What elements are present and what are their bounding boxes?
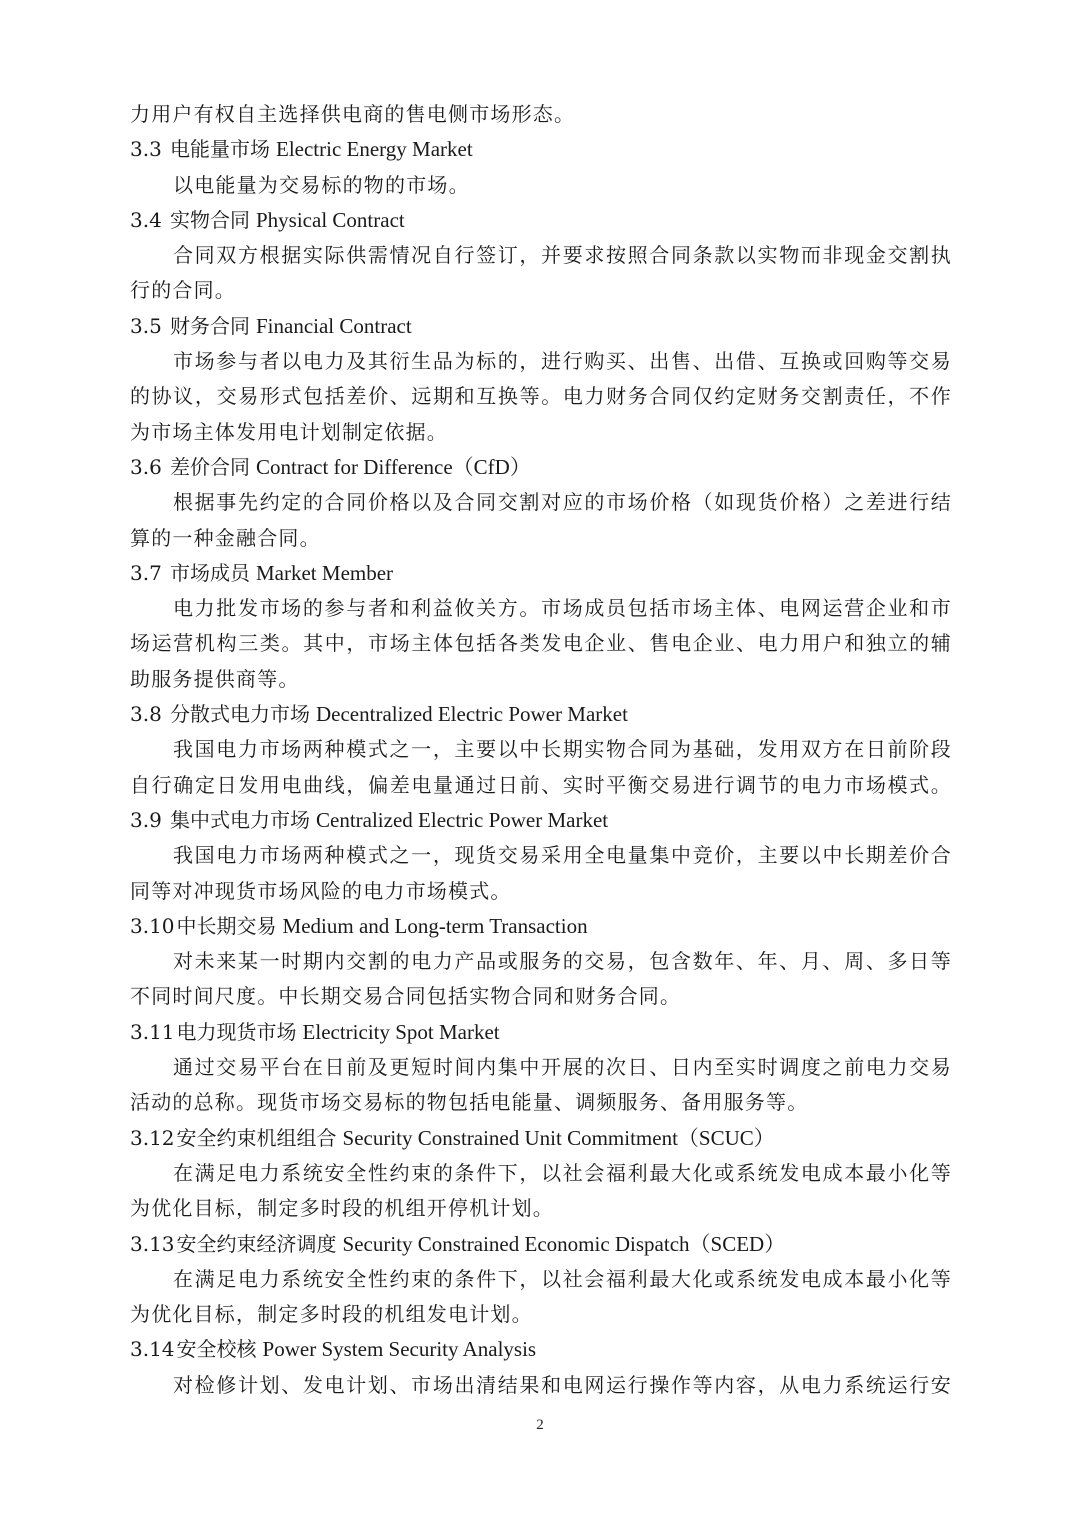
paragraph-line: 算的一种金融合同。 bbox=[130, 525, 321, 550]
section-heading bbox=[130, 203, 952, 238]
paragraph-line: 通过交易平台在日前及更短时间内集中开展的次日、日内至实时调度之前电力交易 bbox=[173, 1055, 952, 1080]
term-english: Electric Energy Market bbox=[276, 137, 473, 162]
paragraph-line: 以电能量为交易标的物的市场。 bbox=[173, 172, 470, 197]
paragraph-line: 市场参与者以电力及其衍生品为标的，进行购买、出售、出借、互换或回购等交易 bbox=[173, 349, 952, 374]
paragraph-line: 助服务提供商等。 bbox=[130, 666, 300, 691]
term-english: Market Member bbox=[256, 560, 394, 585]
section-number: 3.13 bbox=[130, 1231, 175, 1256]
section-number: 3.10 bbox=[130, 913, 175, 938]
term-english: Security Constrained Economic Dispatch（SCED） bbox=[342, 1231, 786, 1256]
section-heading bbox=[130, 450, 952, 485]
term-chinese: 中长期交易 bbox=[176, 913, 277, 938]
document-body bbox=[130, 97, 952, 1403]
paragraph-line: 力用户有权自主选择供电商的售电侧市场形态。 bbox=[130, 102, 576, 126]
term-chinese: 实物合同 bbox=[170, 207, 250, 232]
section-heading bbox=[130, 1015, 952, 1050]
paragraph-line: 电力批发市场的参与者和利益攸关方。市场成员包括市场主体、电网运营企业和市 bbox=[173, 596, 952, 621]
section-number: 3.8 bbox=[130, 702, 162, 727]
paragraph-line: 在满足电力系统安全性约束的条件下，以社会福利最大化或系统发电成本最小化等 bbox=[173, 1266, 952, 1291]
paragraph-line: 场运营机构三类。其中，市场主体包括各类发电企业、售电企业、电力用户和独立的辅 bbox=[130, 631, 952, 656]
section-heading bbox=[130, 132, 952, 167]
term-english: Contract for Difference（CfD） bbox=[256, 454, 531, 479]
term-english: Medium and Long-term Transaction bbox=[282, 913, 588, 938]
section-number: 3.9 bbox=[130, 807, 162, 832]
term-chinese: 集中式电力市场 bbox=[170, 807, 310, 832]
term-chinese: 安全校核 bbox=[176, 1337, 257, 1362]
paragraph-line: 同等对冲现货市场风险的电力市场模式。 bbox=[130, 878, 512, 903]
paragraph-line: 为市场主体发用电计划制定依据。 bbox=[130, 419, 448, 444]
term-english: Financial Contract bbox=[256, 313, 412, 338]
section-heading bbox=[130, 803, 952, 838]
paragraph-line: 对未来某一时期内交割的电力产品或服务的交易，包含数年、年、月、周、多日等 bbox=[173, 949, 952, 974]
term-chinese: 分散式电力市场 bbox=[170, 702, 310, 727]
section-number: 3.4 bbox=[130, 207, 162, 232]
paragraph-line: 不同时间尺度。中长期交易合同包括实物合同和财务合同。 bbox=[130, 984, 682, 1009]
paragraph-line: 我国电力市场两种模式之一，主要以中长期实物合同为基础，发用双方在日前阶段 bbox=[173, 737, 952, 762]
paragraph-line: 活动的总称。现货市场交易标的物包括电能量、调频服务、备用服务等。 bbox=[130, 1090, 809, 1115]
section-heading bbox=[130, 1121, 952, 1156]
paragraph-line: 合同双方根据实际供需情况自行签订，并要求按照合同条款以实物而非现金交割执 bbox=[173, 243, 952, 268]
paragraph-line: 行的合同。 bbox=[130, 278, 236, 303]
paragraph-line: 的协议，交易形式包括差价、远期和互换等。电力财务合同仅约定财务交割责任，不作 bbox=[130, 384, 952, 409]
paragraph-line: 自行确定日发用电曲线，偏差电量通过日前、实时平衡交易进行调节的电力市场模式。 bbox=[130, 772, 952, 797]
section-heading bbox=[130, 909, 952, 944]
paragraph-line: 我国电力市场两种模式之一，现货交易采用全电量集中竞价，主要以中长期差价合 bbox=[173, 843, 952, 868]
section-number: 3.14 bbox=[130, 1337, 175, 1362]
section-number: 3.3 bbox=[130, 137, 162, 162]
section-number: 3.5 bbox=[130, 313, 162, 338]
term-chinese: 差价合同 bbox=[170, 454, 250, 479]
section-heading bbox=[130, 1332, 952, 1367]
term-chinese: 安全约束经济调度 bbox=[176, 1231, 337, 1256]
paragraph-line: 在满足电力系统安全性约束的条件下，以社会福利最大化或系统发电成本最小化等 bbox=[173, 1160, 952, 1185]
paragraph-line: 根据事先约定的合同价格以及合同交割对应的市场价格（如现货价格）之差进行结 bbox=[173, 490, 952, 515]
section-heading bbox=[130, 697, 952, 732]
section-number: 3.6 bbox=[130, 454, 162, 479]
paragraph-line: 对检修计划、发电计划、市场出清结果和电网运行操作等内容，从电力系统运行安 bbox=[173, 1372, 952, 1397]
term-chinese: 电能量市场 bbox=[170, 137, 270, 162]
section-number: 3.7 bbox=[130, 560, 162, 585]
term-chinese: 安全约束机组组合 bbox=[176, 1125, 337, 1150]
term-chinese: 市场成员 bbox=[170, 560, 250, 585]
term-english: Electricity Spot Market bbox=[302, 1019, 500, 1044]
section-heading bbox=[130, 309, 952, 344]
term-english: Physical Contract bbox=[256, 207, 405, 232]
section-number: 3.12 bbox=[130, 1125, 175, 1150]
term-english: Power System Security Analysis bbox=[262, 1337, 537, 1362]
section-number: 3.11 bbox=[130, 1019, 175, 1044]
term-chinese: 电力现货市场 bbox=[176, 1019, 297, 1044]
term-english: Centralized Electric Power Market bbox=[316, 807, 609, 832]
term-chinese: 财务合同 bbox=[170, 313, 250, 338]
term-english: Decentralized Electric Power Market bbox=[316, 702, 628, 727]
section-heading bbox=[130, 1227, 952, 1262]
term-english: Security Constrained Unit Commitment（SCUC） bbox=[342, 1125, 775, 1150]
paragraph-line: 为优化目标，制定多时段的机组发电计划。 bbox=[130, 1302, 533, 1327]
page-number: 2 bbox=[536, 1417, 544, 1433]
section-heading bbox=[130, 556, 952, 591]
paragraph-line: 为优化目标，制定多时段的机组开停机计划。 bbox=[130, 1196, 554, 1221]
